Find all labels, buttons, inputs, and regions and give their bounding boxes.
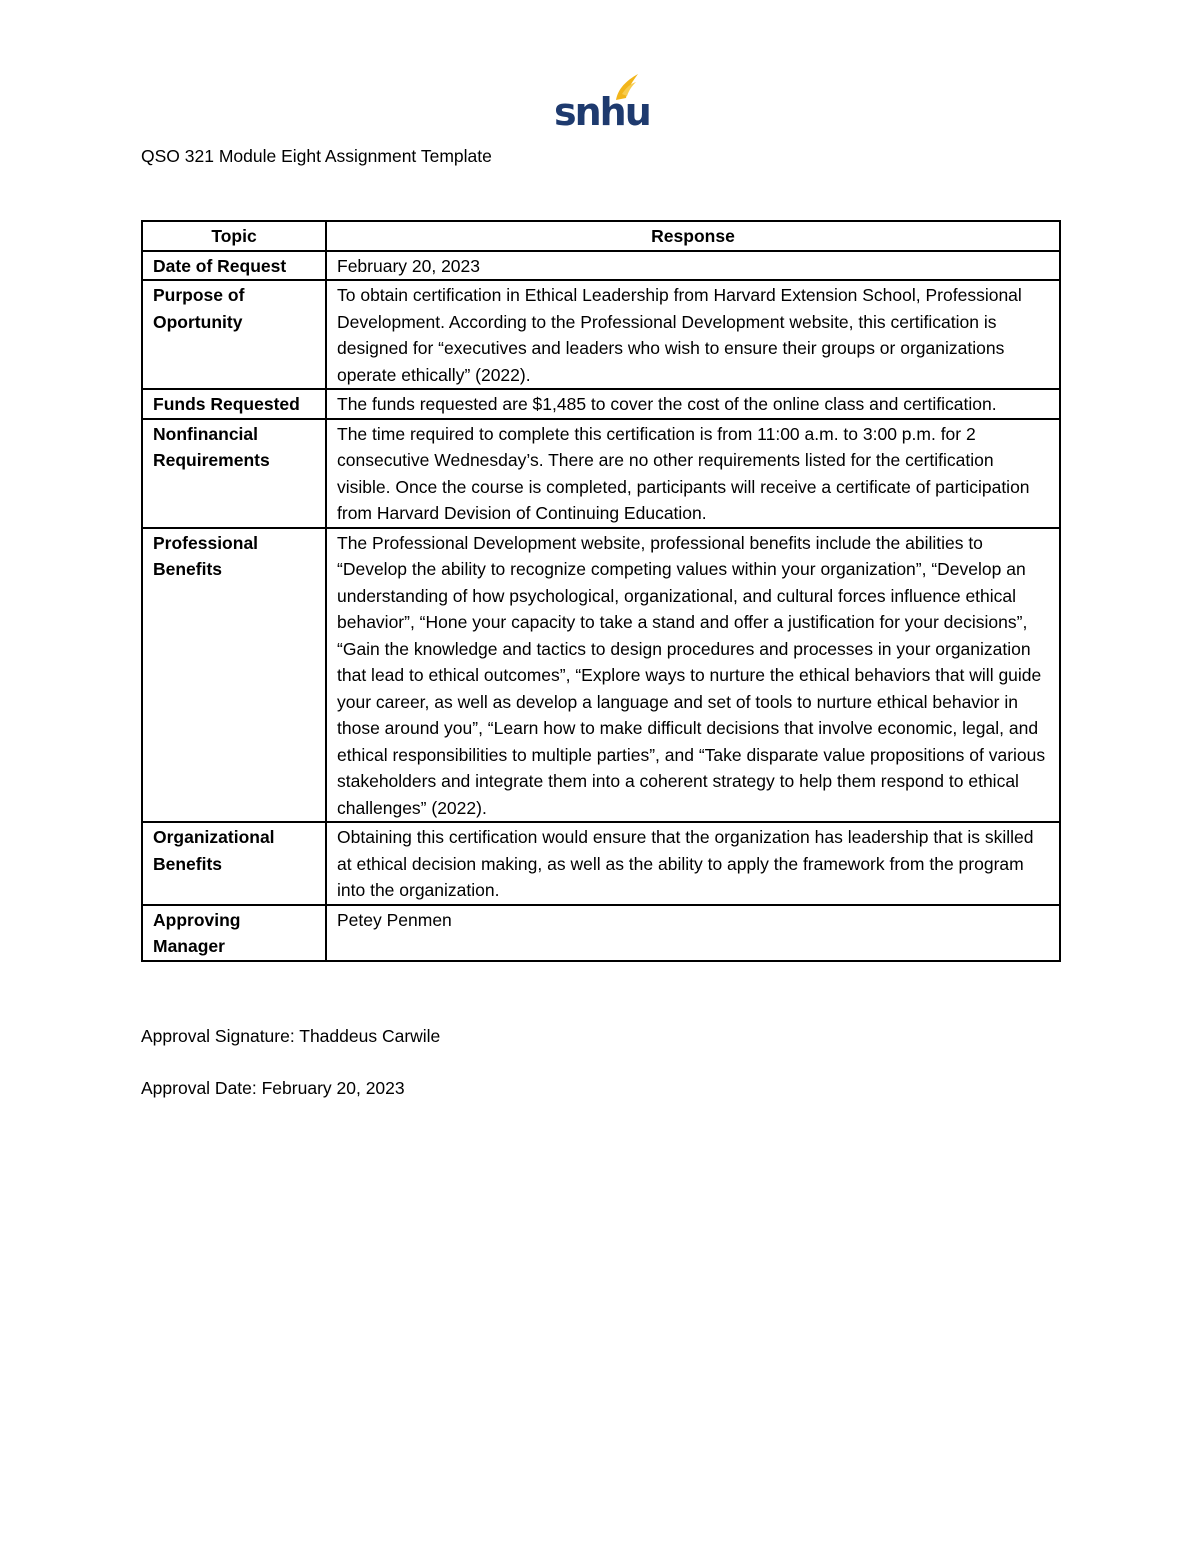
row-response: The funds requested are $1,485 to cover the cost of the online class and certification. [326,389,1060,419]
header-response: Response [326,221,1060,251]
row-response: Obtaining this certification would ensure that the organization has leadership that is skilled at ethical decision making, as well as the ability to apply the framework from the program into the organization. [326,822,1060,905]
table-row [142,419,1060,528]
table-row [142,389,1060,419]
row-response: To obtain certification in Ethical Leadership from Harvard Extension School, Professional Development. According to the Professional Development website, this certification is designed for “executives and leaders who wish to ensure their groups or organizations operate ethically” (2022). [326,280,1060,389]
row-response: Petey Penmen [326,905,1060,961]
table-row [142,905,1060,961]
approval-date: Approval Date: February 20, 2023 [141,1078,405,1098]
row-response: The Professional Development website, professional benefits include the abilities to “Develop the ability to recognize competing values within your organization”, “Develop an understanding of how psychological, organizational, and cultural forces influence ethical behavior”, “Hone your capacity to take a stand and offer a justification for your decisions”, “Gain the knowledge and tactics to design procedures and processes in your organization that lead to ethical outcomes”, “Explore ways to nurture the ethical behaviors that will guide your career, as well as develop a language and set of tools to nurture ethical behavior in those around you”, “Learn how to make difficult decisions that involve economic, legal, and ethical responsibilities to multiple parties”, and “Take disparate value propositions of various stakeholders and integrate them into a coherent strategy to help them respond to ethical challenges” (2022). [326,528,1060,823]
row-topic: Organizational Benefits [142,822,326,905]
logo-wordmark: snhu [554,90,650,134]
table-row [142,528,1060,823]
table-header-row [142,221,1060,251]
row-topic: Funds Requested [142,389,326,419]
snhu-logo [554,72,650,134]
row-topic: Date of Request [142,251,326,281]
row-response: The time required to complete this certification is from 11:00 a.m. to 3:00 p.m. for 2 consecutive Wednesday’s. There are no other requirements listed for the certification visible. Once the course is completed, participants will receive a certificate of participation from Harvard Devision of Continuing Education. [326,419,1060,528]
header-topic: Topic [142,221,326,251]
approval-signature: Approval Signature: Thaddeus Carwile [141,1026,441,1046]
row-response: February 20, 2023 [326,251,1060,281]
row-topic: Approving Manager [142,905,326,961]
table-row [142,822,1060,905]
document-title: QSO 321 Module Eight Assignment Template [141,146,492,166]
row-topic: Purpose of Oportunity [142,280,326,389]
row-topic: Nonfinancial Requirements [142,419,326,528]
row-topic: Professional Benefits [142,528,326,823]
table-row [142,251,1060,281]
table-row [142,280,1060,389]
request-table [141,220,1061,962]
